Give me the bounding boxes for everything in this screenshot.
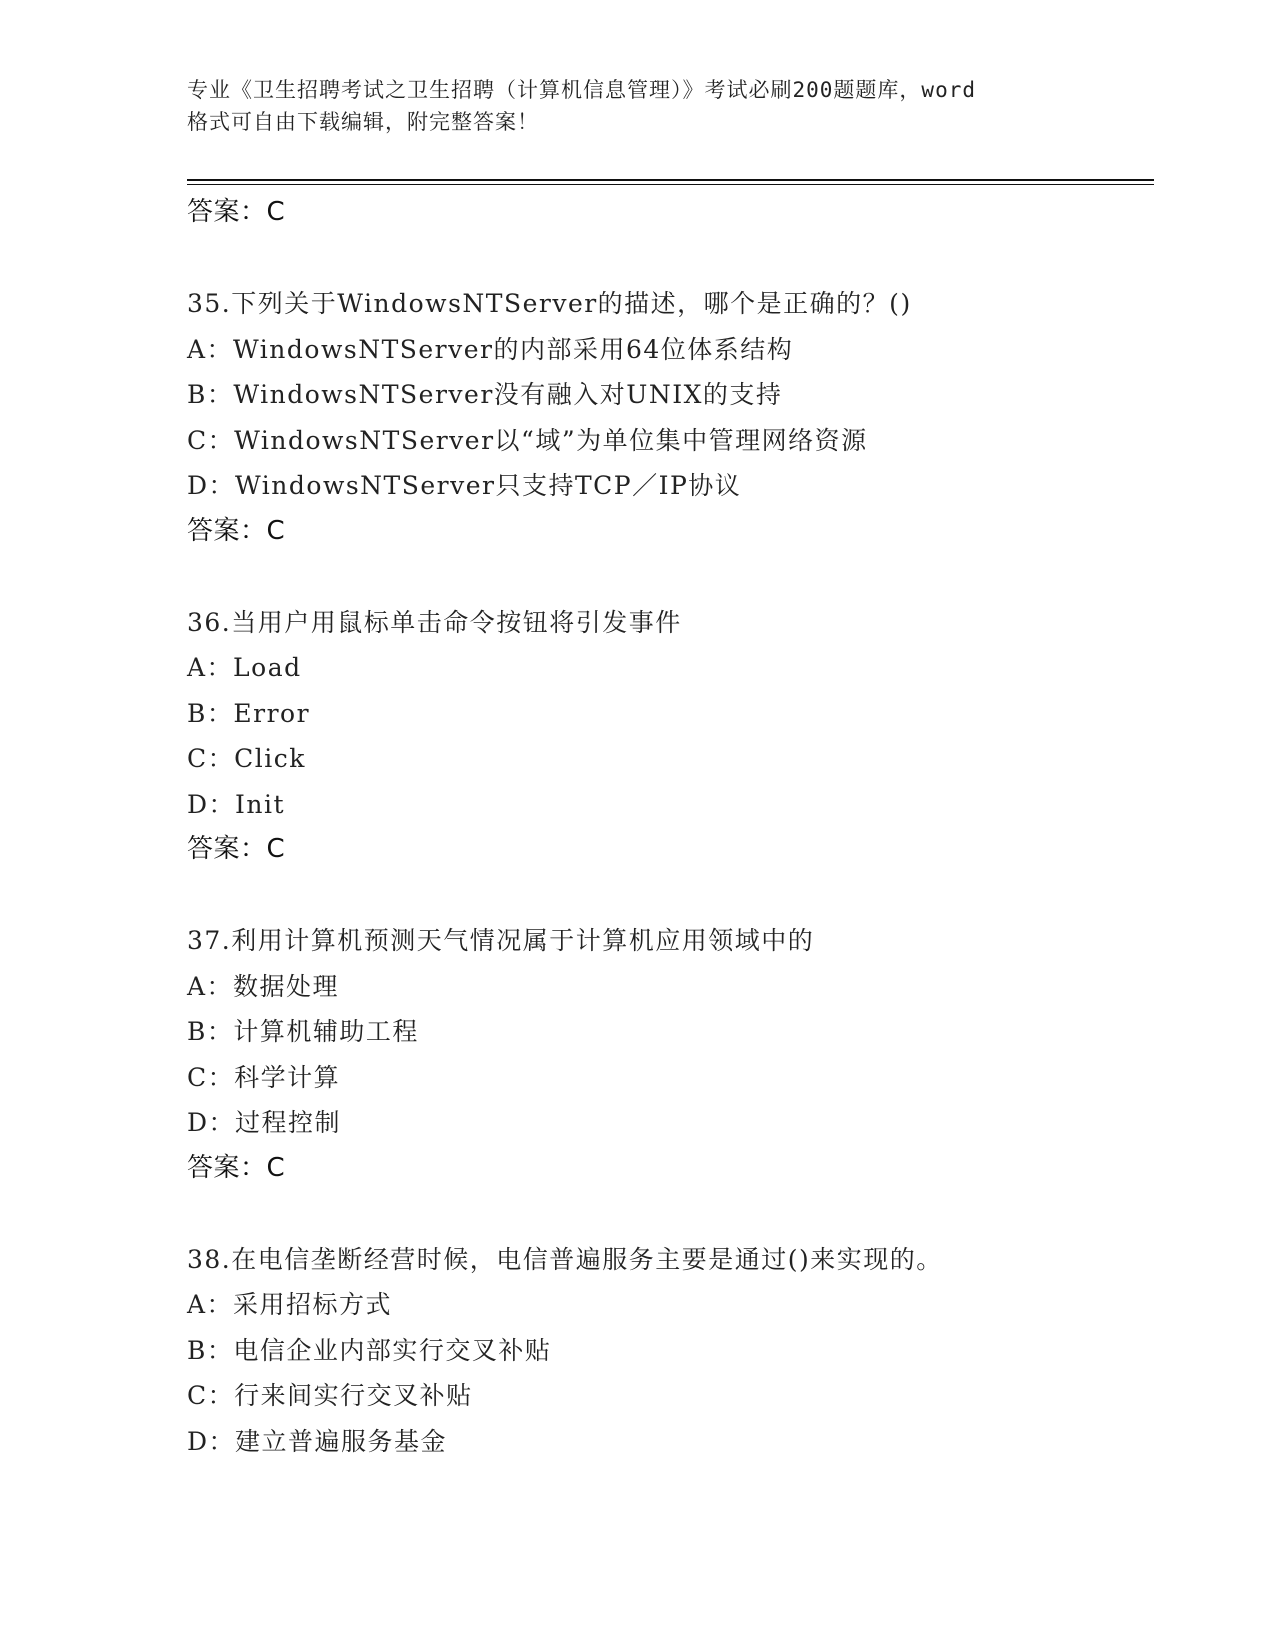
option-d: D：过程控制 <box>187 1108 342 1137</box>
option-c: C：Click <box>187 744 306 773</box>
header-line-2: 格式可自由下载编辑，附完整答案！ <box>187 110 539 134</box>
document-header <box>187 74 1087 138</box>
question-stem: 35.下列关于WindowsNTServer的描述，哪个是正确的？() <box>187 289 912 318</box>
header-rule-thick <box>187 179 1154 181</box>
option-c: C：WindowsNTServer以“域”为单位集中管理网络资源 <box>187 425 868 455</box>
option-d: D：WindowsNTServer只支持TCP／IP协议 <box>187 471 742 500</box>
option-b: B：电信企业内部实行交叉补贴 <box>187 1335 552 1365</box>
spacer <box>187 873 1147 919</box>
spacer <box>187 554 1147 600</box>
question-block <box>187 600 1147 873</box>
option-c: C：科学计算 <box>187 1062 341 1092</box>
option-a: A：数据处理 <box>187 971 340 1001</box>
question-stem: 36.当用户用鼠标单击命令按钮将引发事件 <box>187 607 682 637</box>
option-b: B：计算机辅助工程 <box>187 1017 419 1046</box>
spacer <box>187 1191 1147 1237</box>
option-b: B：Error <box>187 698 311 728</box>
option-b: B：WindowsNTServer没有融入对UNIX的支持 <box>187 380 783 409</box>
option-a: A：WindowsNTServer的内部采用64位体系结构 <box>187 334 794 364</box>
answer-line: 答案：C <box>187 197 286 227</box>
option-d: D：建立普遍服务基金 <box>187 1426 448 1456</box>
question-stem: 38.在电信垄断经营时候，电信普遍服务主要是通过()来实现的。 <box>187 1244 943 1274</box>
question-list <box>187 190 1147 1464</box>
question-stem: 37.利用计算机预测天气情况属于计算机应用领域中的 <box>187 926 815 955</box>
answer-line: 答案：C <box>187 515 286 546</box>
answer-line: 答案：C <box>187 1152 286 1183</box>
option-d: D：Init <box>187 789 286 819</box>
option-c: C：行来间实行交叉补贴 <box>187 1381 473 1410</box>
header-line-1: 专业《卫生招聘考试之卫生招聘（计算机信息管理）》考试必刷200题题库，word <box>187 78 976 102</box>
question-block <box>187 918 1147 1191</box>
option-a: A：Load <box>187 653 302 682</box>
header-rule-thin <box>187 184 1154 185</box>
spacer <box>187 236 1147 282</box>
answer-line: 答案：C <box>187 834 286 864</box>
question-block <box>187 1237 1147 1465</box>
option-a: A：采用招标方式 <box>187 1290 393 1319</box>
question-block <box>187 281 1147 554</box>
